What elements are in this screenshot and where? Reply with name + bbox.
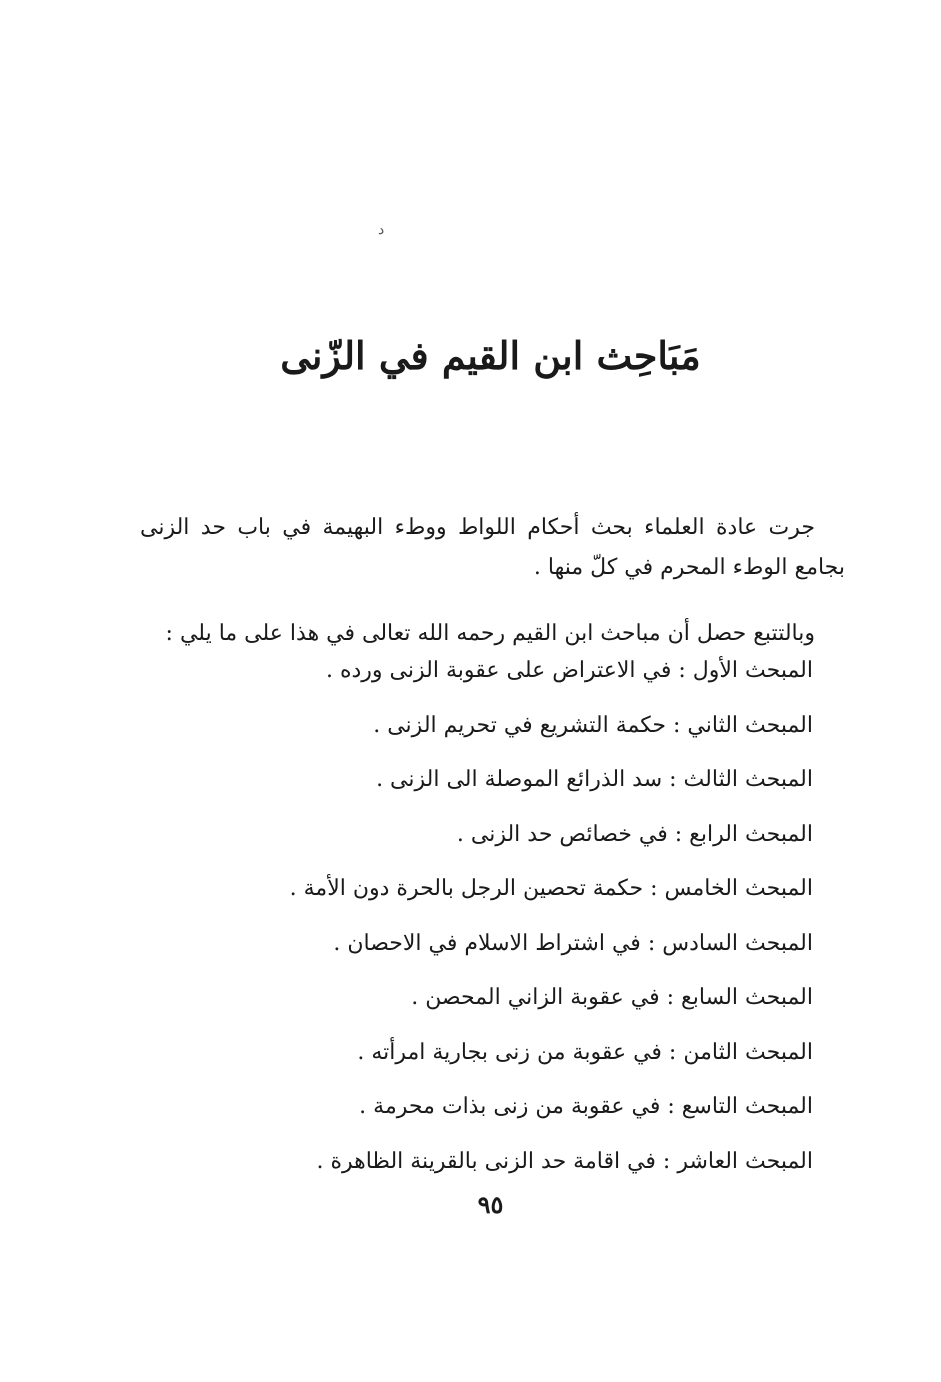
list-item: المبحث السادس : في اشتراط الاسلام في الاحصان . [333,930,813,956]
list-item: المبحث الرابع : في خصائص حد الزنى . [456,821,813,847]
chapter-title: مَبَاحِث ابن القيم في الزّنى [280,333,701,378]
topics-list [113,650,813,1195]
list-item: المبحث الثامن : في عقوبة من زنى بجارية امرأته . [357,1039,813,1065]
page-number: ٩٥ [477,1190,504,1219]
stray-mark: د [378,222,385,238]
list-item: المبحث السابع : في عقوبة الزاني المحصن . [411,985,813,1010]
intro-paragraph: جرت عادة العلماء بحث أحكام اللواط ووطء البهيمة في باب حد الزنى بجامع الوطء المحرم في كلّ منها . [140,515,845,580]
list-item: المبحث الخامس : حكمة تحصين الرجل بالحرة دون الأمة . [289,876,813,901]
list-item: المبحث التاسع : في عقوبة من زنى بذات محرمة . [359,1094,813,1119]
list-item: المبحث الثاني : حكمة التشريع في تحريم الزنى . [373,712,813,738]
intro-paragraph-2: وبالتتبع حصل أن مباحث ابن القيم رحمه الله تعالى في هذا على ما يلي : [165,621,815,646]
list-item: المبحث العاشر : في اقامة حد الزنى بالقرينة الظاهرة . [316,1148,813,1174]
list-item: المبحث الثالث : سد الذرائع الموصلة الى الزنى . [376,767,813,792]
list-item: المبحث الأول : في الاعتراض على عقوبة الزنى ورده . [326,658,813,683]
